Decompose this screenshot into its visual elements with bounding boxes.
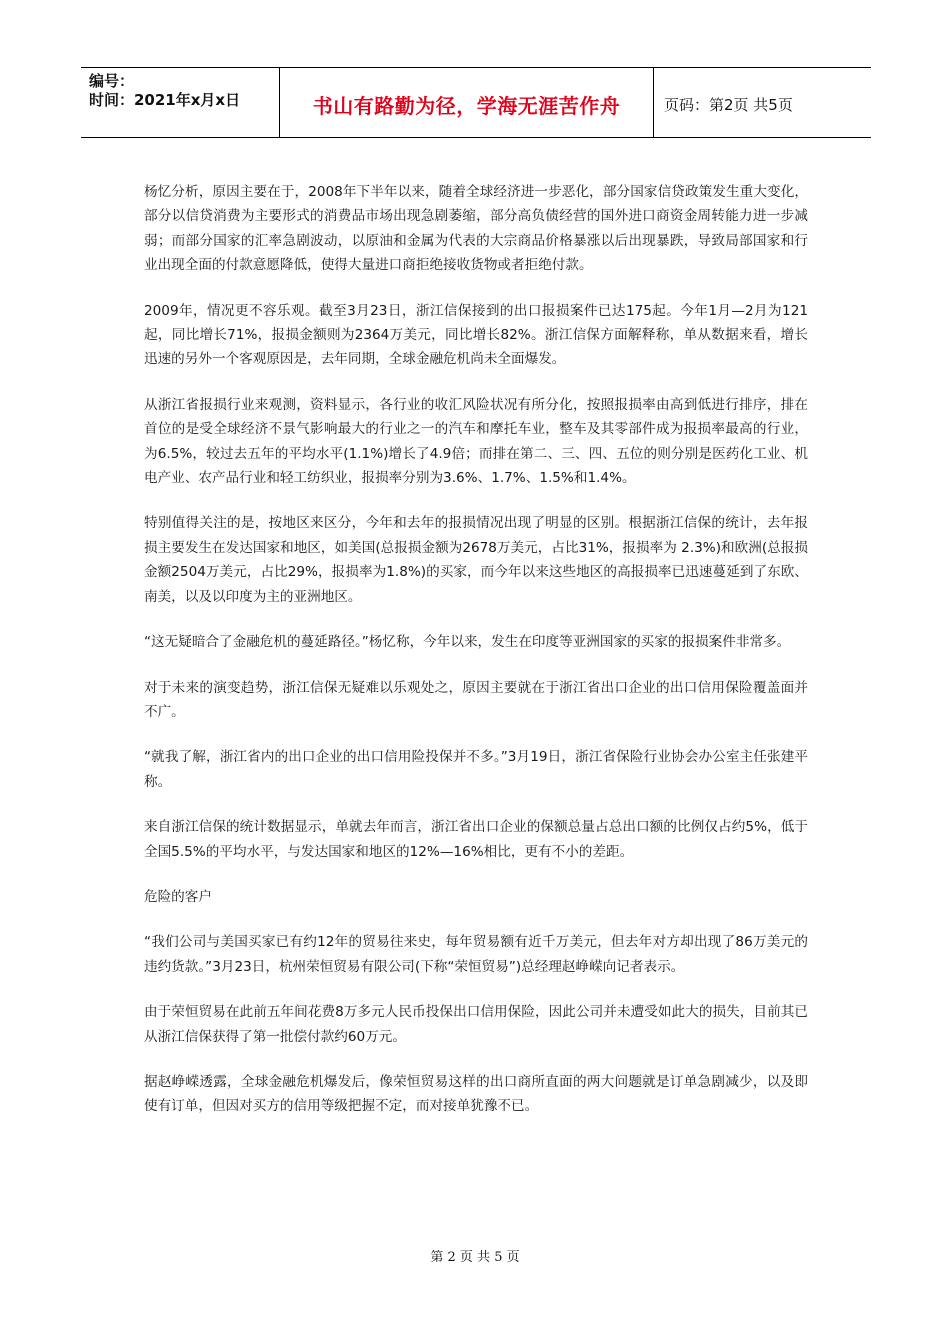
- page-number-label: 页码：第2页 共5页: [664, 96, 793, 114]
- header-meta-cell: [81, 68, 280, 137]
- paragraph: “就我了解，浙江省内的出口企业的出口信用险投保并不多。”3月19日，浙江省保险行业协会办公室主任张建平称。: [144, 749, 808, 790]
- paragraph: 2009年，情况更不容乐观。截至3月23日，浙江信保接到的出口报损案件已达175起。今年1月—2月为121起，同比增长71%，报损金额则为2364万美元，同比增长82%。浙江信保方面解释称，单从数据来看，增长迅速的另外一个客观原因是，去年同期，全球金融危机尚未全面爆发。: [144, 302, 808, 368]
- article-body: [144, 180, 808, 1140]
- document-header: [81, 67, 871, 138]
- paragraph: 杨忆分析，原因主要在于，2008年下半年以来，随着全球经济进一步恶化，部分国家信贷政策发生重大变化，部分以信贷消费为主要形式的消费品市场出现急剧萎缩，部分高负债经营的国外进口商资金周转能力进一步减弱；而部分国家的汇率急剧波动，以原油和金属为代表的大宗商品价格暴涨以后出现暴跌，导致局部国家和行业出现全面的付款意愿降低，使得大量进口商拒绝接收货物或者拒绝付款。: [144, 184, 808, 274]
- paragraph: 来自浙江信保的统计数据显示，单就去年而言，浙江省出口企业的保额总量占总出口额的比例仅占约5%，低于全国5.5%的平均水平，与发达国家和地区的12%—16%相比，更有不小的差距。: [144, 819, 808, 860]
- paragraph: 从浙江省报损行业来观测，资料显示，各行业的收汇风险状况有所分化，按照报损率由高到低进行排序，排在首位的是受全球经济不景气影响最大的行业之一的汽车和摩托车业，整车及其零部件成为报损率最高的行业，为6.5%，较过去五年的平均水平(1.1%)增长了4.9倍；而排在第二、三、四、五位的则分别是医药化工业、机电产业、农产品行业和轻工纺织业，报损率分别为3.6%、1.7%、1.5%和1.4%。: [144, 396, 808, 487]
- paragraph: “我们公司与美国买家已有约12年的贸易往来史，每年贸易额有近千万美元，但去年对方却出现了86万美元的违约货款。”3月23日，杭州荣恒贸易有限公司(下称“荣恒贸易”)总经理赵峥嵘向记者表示。: [144, 934, 808, 975]
- time-label: 时间：2021年x月x日: [89, 91, 241, 109]
- paragraph: “这无疑暗合了金融危机的蔓延路径。”杨忆称，今年以来，发生在印度等亚洲国家的买家的报损案件非常多。: [144, 634, 791, 651]
- paragraph: 特别值得关注的是，按地区来区分，今年和去年的报损情况出现了明显的区别。根据浙江信保的统计，去年报损主要发生在发达国家和地区，如美国(总报损金额为2678万美元，占比31%，报损率为 2.3%)和欧洲(总报损金额2504万美元，占比29%，报损率为1.8%)的买家，而今年以来这些地区的高报损率已迅速蔓延到了东欧、南美，以及以印度为主的亚洲地区。: [144, 515, 808, 605]
- page-footer: 第 2 页 共 5 页: [430, 1250, 520, 1265]
- section-heading: 危险的客户: [144, 888, 212, 905]
- paragraph: 据赵峥嵘透露，全球金融危机爆发后，像荣恒贸易这样的出口商所直面的两大问题就是订单急剧减少，以及即使有订单，但因对买方的信用等级把握不定，而对接单犹豫不已。: [144, 1073, 808, 1115]
- paragraph: 由于荣恒贸易在此前五年间花费8万多元人民币投保出口信用保险，因此公司并未遭受如此大的损失，目前其已从浙江信保获得了第一批偿付款约60万元。: [144, 1004, 808, 1045]
- paragraph: 对于未来的演变趋势，浙江信保无疑难以乐观处之，原因主要就在于浙江省出口企业的出口信用保险覆盖面并不广。: [144, 679, 808, 720]
- motto-text: 书山有路勤为径，学海无涯苦作舟: [312, 94, 621, 118]
- header-page-cell: [654, 68, 871, 137]
- number-label: 编号：: [89, 72, 135, 90]
- header-motto-cell: [280, 68, 654, 137]
